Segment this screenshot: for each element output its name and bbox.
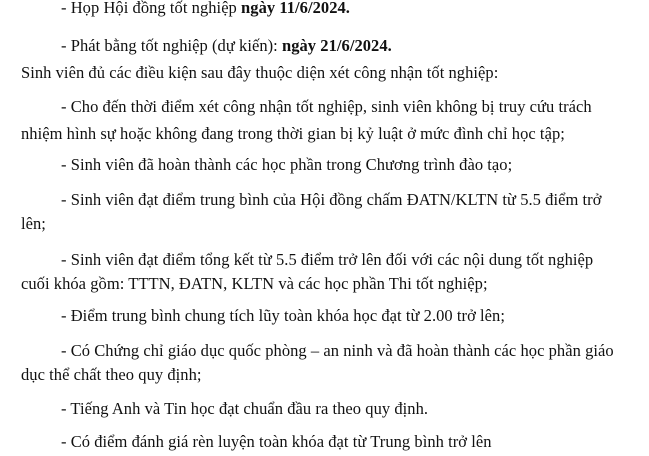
- meeting-label: - Họp Hội đồng tốt nghiệp: [61, 0, 242, 17]
- diploma-line: [61, 36, 392, 56]
- condition-line: - Sinh viên đạt điểm tổng kết từ 5.5 điểm trở lên đối với các nội dung tốt nghiệp: [61, 250, 594, 269]
- condition-line: lên;: [21, 214, 46, 233]
- condition-line: - Có Chứng chỉ giáo dục quốc phòng – an ninh và đã hoàn thành các học phần giáo: [61, 341, 614, 360]
- condition-line: - Sinh viên đã hoàn thành các học phần trong Chương trình đào tạo;: [61, 155, 513, 174]
- condition-line: - Sinh viên đạt điểm trung bình của Hội đồng chấm ĐATN/KLTN từ 5.5 điểm trở: [61, 190, 602, 209]
- meeting-date: ngày 11/6/2024.: [241, 0, 350, 17]
- condition-line: cuối khóa gồm: TTTN, ĐATN, KLTN và các học phần Thi tốt nghiệp;: [21, 274, 488, 293]
- condition-line: - Cho đến thời điểm xét công nhận tốt nghiệp, sinh viên không bị truy cứu trách: [61, 97, 592, 116]
- condition-line: - Điểm trung bình chung tích lũy toàn khóa học đạt từ 2.00 trở lên;: [61, 306, 505, 325]
- diploma-date: ngày 21/6/2024.: [281, 36, 392, 55]
- intro-paragraph: Sinh viên đủ các điều kiện sau đây thuộc diện xét công nhận tốt nghiệp:: [21, 63, 499, 82]
- diploma-label: - Phát bằng tốt nghiệp (dự kiến):: [61, 36, 282, 55]
- condition-line: - Tiếng Anh và Tin học đạt chuẩn đầu ra theo quy định.: [61, 399, 429, 418]
- condition-line: - Có điểm đánh giá rèn luyện toàn khóa đạt từ Trung bình trở lên: [61, 432, 492, 451]
- meeting-line: [61, 0, 350, 18]
- condition-line: dục thể chất theo quy định;: [21, 365, 202, 384]
- condition-line: nhiệm hình sự hoặc không đang trong thời gian bị kỷ luật ở mức đình chỉ học tập;: [21, 124, 565, 143]
